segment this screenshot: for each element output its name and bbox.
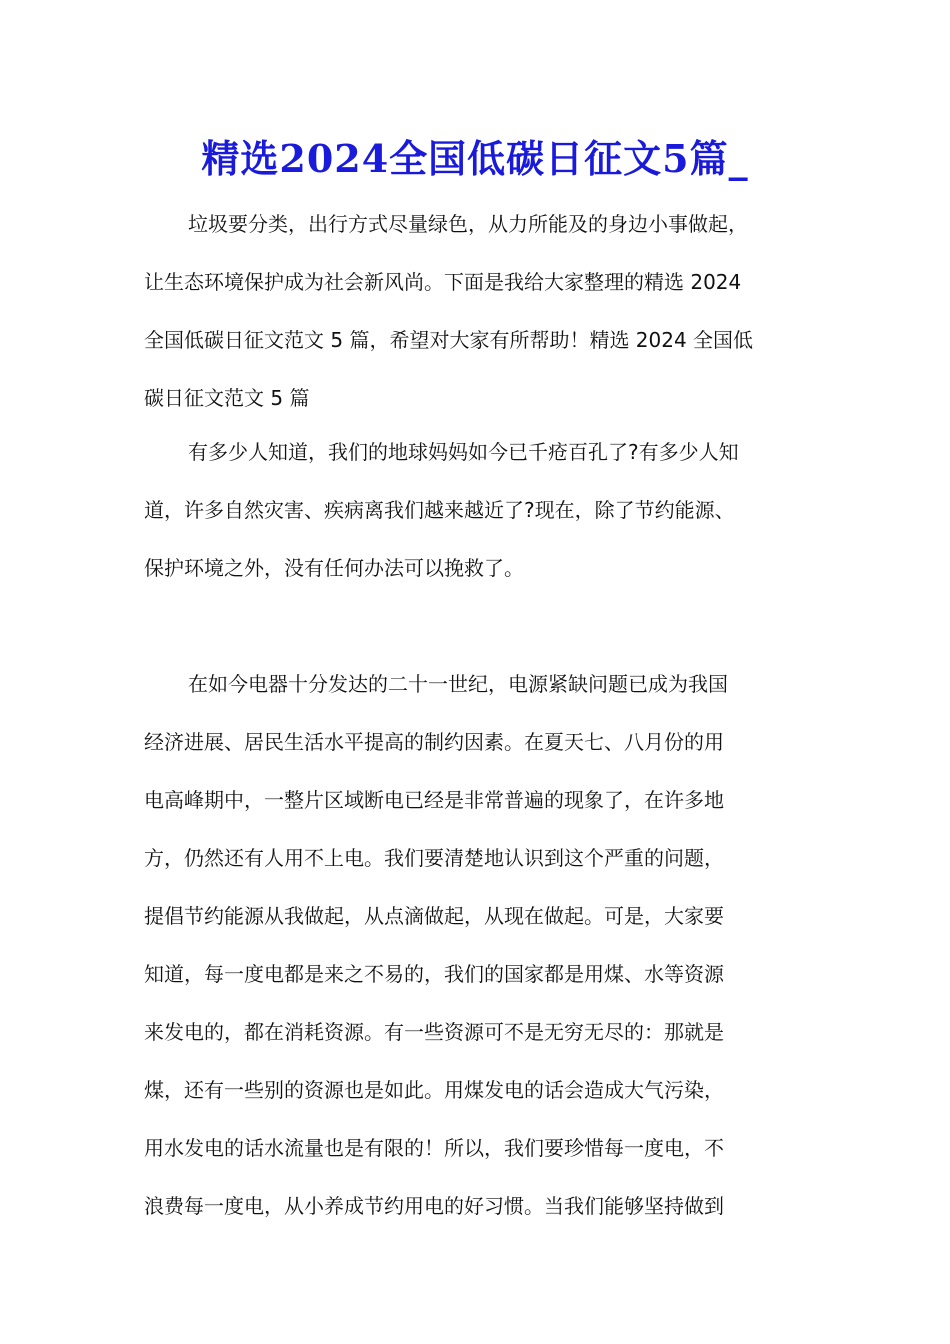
paragraph-line: 电高峰期中，一整片区域断电已经是非常普遍的现象了，在许多地 — [144, 788, 724, 812]
document-title: 精选2024全国低碳日征文5篇_ — [201, 136, 749, 181]
paragraph-line: 让生态环境保护成为社会新风尚。下面是我给大家整理的精选 2024 — [144, 270, 742, 294]
paragraph-line: 提倡节约能源从我做起，从点滴做起，从现在做起。可是，大家要 — [144, 904, 724, 928]
paragraph-intro — [144, 195, 814, 427]
paragraph-line: 全国低碳日征文范文 5 篇，希望对大家有所帮助！精选 2024 全国低 — [144, 328, 754, 352]
paragraph-line: 来发电的，都在消耗资源。有一些资源可不是无穷无尽的：那就是 — [144, 1020, 724, 1044]
paragraph-line: 垃圾要分类，出行方式尽量绿色，从力所能及的身边小事做起， — [188, 212, 748, 236]
paragraph-line: 道，许多自然灾害、疾病离我们越来越近了?现在，除了节约能源、 — [144, 498, 735, 522]
paragraph-line: 煤，还有一些别的资源也是如此。用煤发电的话会造成大气污染， — [144, 1078, 724, 1102]
paragraph-line: 用水发电的话水流量也是有限的！所以，我们要珍惜每一度电，不 — [144, 1136, 724, 1160]
paragraph-line: 经济进展、居民生活水平提高的制约因素。在夏天七、八月份的用 — [144, 730, 724, 754]
paragraph-line: 碳日征文范文 5 篇 — [144, 386, 310, 410]
paragraph-earth — [144, 423, 814, 597]
paragraph-line: 保护环境之外，没有任何办法可以挽救了。 — [144, 556, 524, 580]
paragraph-line: 知道，每一度电都是来之不易的，我们的国家都是用煤、水等资源 — [144, 962, 724, 986]
paragraph-electricity — [144, 655, 814, 1235]
paragraph-line: 浪费每一度电，从小养成节约用电的好习惯。当我们能够坚持做到 — [144, 1194, 724, 1218]
paragraph-line: 在如今电器十分发达的二十一世纪，电源紧缺问题已成为我国 — [188, 672, 728, 696]
paragraph-line: 方，仍然还有人用不上电。我们要清楚地认识到这个严重的问题， — [144, 846, 724, 870]
paragraph-line: 有多少人知道，我们的地球妈妈如今已千疮百孔了?有多少人知 — [188, 440, 739, 464]
